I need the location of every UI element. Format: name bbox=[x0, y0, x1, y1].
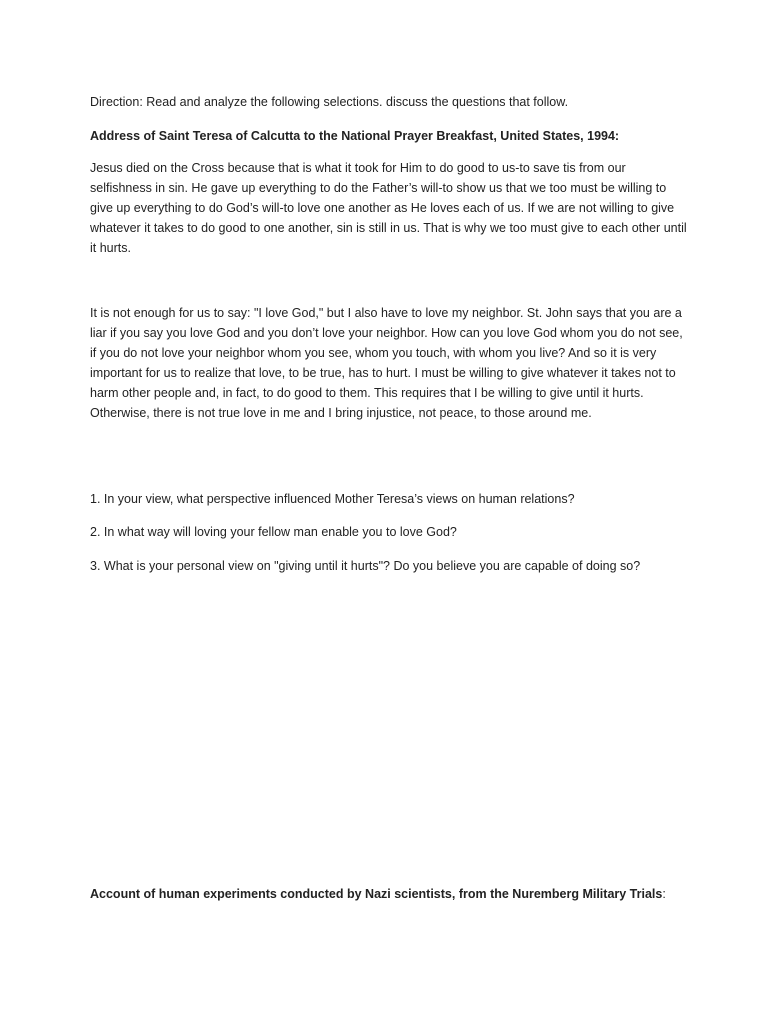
section-heading-nuremberg-colon: : bbox=[662, 887, 666, 901]
section-heading-nuremberg-text: Account of human experiments conducted by Nazi scientists, from the Nuremberg Military Trials bbox=[90, 887, 663, 901]
section-heading-nuremberg bbox=[90, 884, 690, 904]
question-1: 1. In your view, what perspective influenced Mother Teresa’s views on human relations? bbox=[90, 492, 575, 506]
section-heading-teresa: Address of Saint Teresa of Calcutta to the National Prayer Breakfast, United States, 1994: bbox=[90, 129, 620, 143]
teresa-paragraph-2: It is not enough for us to say: "I love God," but I also have to love my neighbor. St. John says that you are a liar if you say you love God and you don’t love your neighbor. How can you love God whom you do not see, if you do not love your neighbor whom you see, whom you touch, with whom you live? And so it is very important for us to realize that love, to be true, has to hurt. I must be willing to give whatever it takes not to harm other people and, in fact, to do good to them. This requires that I be willing to give until it hurts. Otherwise, there is not true love in me and I bring injustice, not peace, to those around me. bbox=[90, 306, 683, 420]
question-3: 3. What is your personal view on "giving until it hurts"? Do you believe you are capable of doing so? bbox=[90, 559, 641, 573]
direction-text: Direction: Read and analyze the following selections. discuss the questions that follow. bbox=[90, 95, 569, 109]
question-2: 2. In what way will loving your fellow man enable you to love God? bbox=[90, 525, 457, 539]
teresa-paragraph-1: Jesus died on the Cross because that is what it took for Him to do good to us-to save tis from our selfishness in sin. He gave up everything to do the Father’s will-to show us that we too must be willing to give up everything to do God’s will-to love one another as He loves each of us. If we are not willing to give whatever it takes to do good to one another, sin is still in us. That is why we too must give to each other until it hurts. bbox=[90, 161, 687, 255]
